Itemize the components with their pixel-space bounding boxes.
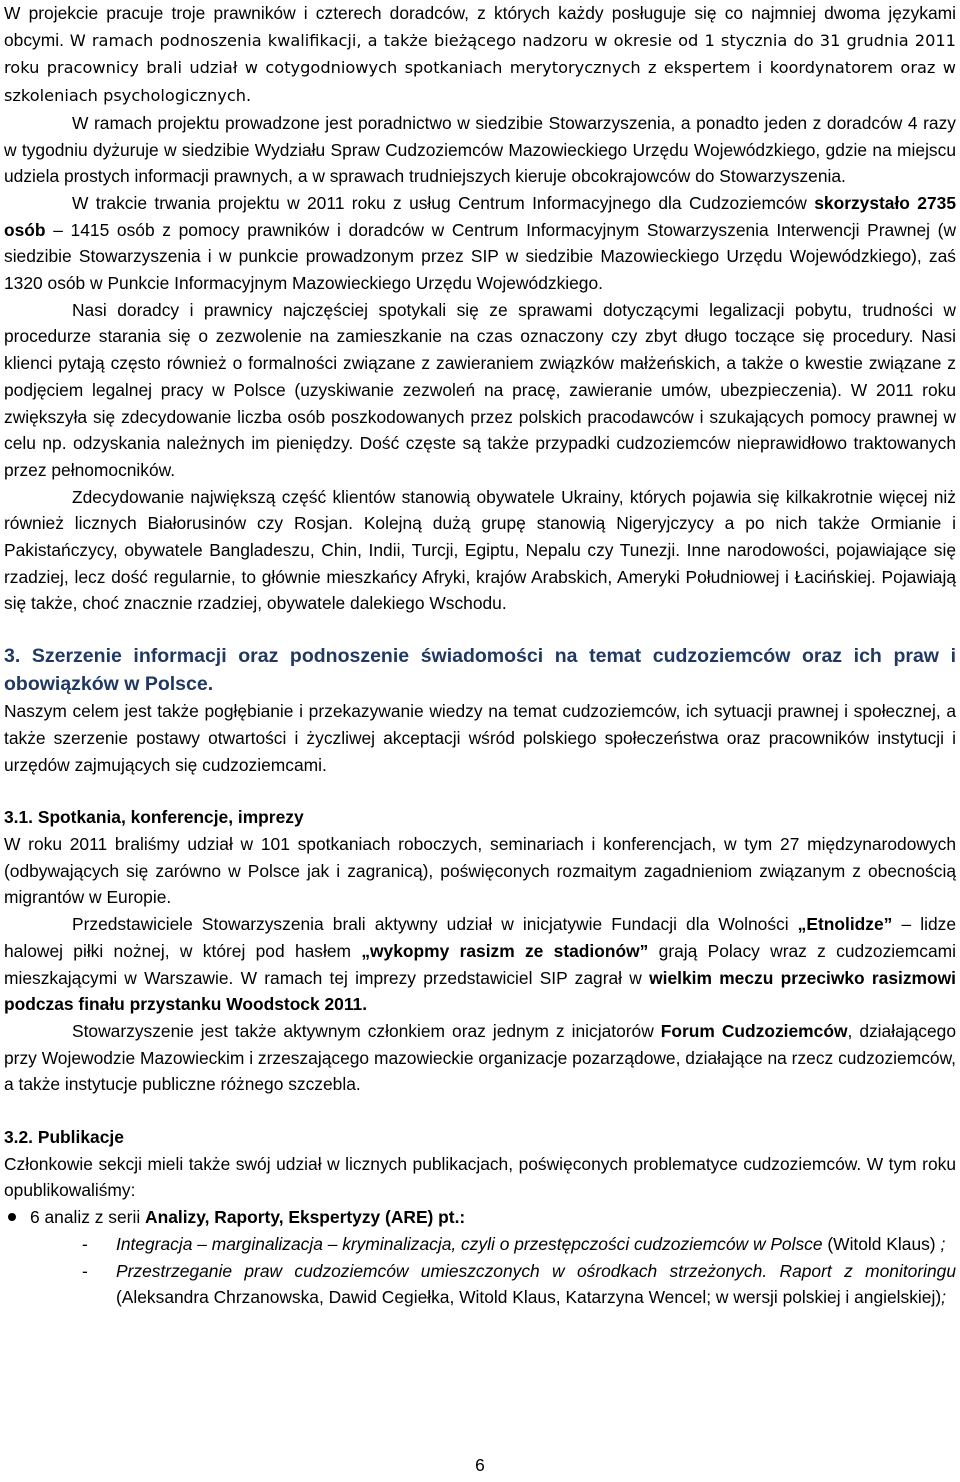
section-3-2-intro: Członkowie sekcji mieli także swój udział w licznych publikacjach, poświęconych problematyce cudzoziemców. W tym roku opublikowaliśmy: — [4, 1153, 956, 1201]
section-3-1-paragraph-1: W roku 2011 braliśmy udział w 101 spotkaniach roboczych, seminariach i konferencjach, w tym 27 międzynarodowych (odbywających się zarówno w Polsce jak i zagranicą), poświęconych rozmaitym zagadnieniom związanym z obecnością migrantów w Europie. — [4, 833, 956, 908]
paragraph-cases: Nasi doradcy i prawnicy najczęściej spotykali się ze sprawami dotyczącymi legalizacji pobytu, trudności w procedurze starania się o zezwolenie na zamieszkanie na czas oznaczony czy zbyt długo toczące się procedury. Nasi klienci pytają często również o formalności związane z zawieraniem związków małżeńskich, a także o kwestie związane z podjęciem legalnej pracy w Polsce (uzyskiwanie zezwoleń na pracę, zawieranie umów, ubezpieczenia). W 2011 roku zwiększyła się zdecydowanie liczba osób poszkodowanych przez polskich pracodawców i szukających pomocy prawnej w celu np. odzyskania należnych im pieniędzy. Dość częste są także przypadki cudzoziemców nieprawidłowo traktowanych przez pełnomocników. — [4, 299, 956, 480]
statistics-highlight: skorzystało 2735 osób — [4, 192, 956, 240]
bold-span: Forum Cudzoziemców — [660, 1020, 848, 1041]
dash-marker: - — [82, 1233, 88, 1254]
text-span: Stowarzyszenie jest także aktywnym członkiem oraz jednym z inicjatorów — [72, 1020, 661, 1041]
text-span: – lidze halowej piłki nożnej, w której pod hasłem — [4, 914, 956, 961]
bullet-icon — [8, 1213, 16, 1221]
section-3-1-paragraph-3 — [4, 1018, 956, 1098]
document-page — [4, 0, 956, 1311]
text-span: grają Polacy wraz z cudzoziemcami mieszkającymi w Warszawie. W ramach tej imprezy przedstawiciel SIP zagrał w — [4, 940, 957, 988]
publication-title: Integracja – marginalizacja – kryminalizacja, czyli o przestępczości cudzoziemców w Polsce — [116, 1233, 823, 1254]
publication-tail: ; — [941, 1287, 946, 1308]
publication-item — [4, 1258, 956, 1311]
text-span: , działającego przy Wojewodzie Mazowieckim i zrzeszającego mazowieckie organizacje pozarządowe, działające na rzecz cudzoziemców, a także instytucje publiczne różnego szczebla. — [4, 1020, 956, 1095]
section-3-heading: 3. Szerzenie informacji oraz podnoszenie świadomości na temat cudzoziemców oraz ich praw i obowiązków w Polsce. — [4, 645, 956, 695]
section-3-1-paragraph-2 — [4, 911, 956, 1018]
paragraph-nationalities: Zdecydowanie największą część klientów stanowią obywatele Ukrainy, których pojawia się kilkakrotnie więcej niż również licznych Białorusinów czy Rosjan. Kolejną dużą grupę stanowią Nigeryjczycy a po nich także Ormianie i Pakistańczycy, obywatele Bangladeszu, Chin, Indii, Turcji, Egiptu, Nepalu czy Tunezji. Inne narodowości, pojawiające się rzadziej, lecz dość regularnie, to głównie mieszkańcy Afryki, krajów Arabskich, Ameryki Południowej i Łacińskiej. Pojawiają się także, choć znacznie rzadziej, obywatele dalekiego Wschodu. — [4, 486, 956, 614]
paragraph-counseling: W ramach projektu prowadzone jest poradnictwo w siedzibie Stowarzyszenia, a ponadto jeden z doradców 4 razy w tygodniu dyżuruje w siedzibie Wydziału Spraw Cudzoziemców Mazowieckiego Urzędu Wojewódzkiego, gdzie na miejscu udziela prostych informacji prawnych, a w sprawach trudniejszych kieruje obcokrajowców do Stowarzyszenia. — [4, 112, 956, 187]
paragraph-staff — [4, 0, 956, 110]
publication-tail: ; — [935, 1233, 946, 1254]
paragraph-staff-part1: W projekcie pracuje troje prawników i czterech doradców, z których każdy posługuje się co najmniej dwoma językami obcymi. — [4, 3, 956, 50]
bullet-bold-text: Analizy, Raporty, Ekspertyzy (ARE) pt.: — [145, 1207, 466, 1228]
paragraph-statistics-text-2: – 1415 osób z pomocy prawników i doradców w Centrum Informacyjnym Stowarzyszenia Interwencji Prawnej (w siedzibie Stowarzyszenia i w punkcie prowadzonym przez SIP w siedzibie Mazowieckiego Urzędu Wojewódzkiego), zaś 1320 osób w Punkcie Informacyjnym Mazowieckiego Urzędu Wojewódzkiego. — [4, 219, 956, 294]
publication-authors: (Witold Klaus) — [822, 1233, 936, 1254]
paragraph-statistics — [4, 190, 956, 297]
publication-item — [4, 1231, 956, 1258]
bold-span: wielkim meczu przeciwko rasizmowi podczas finału przystanku Woodstock 2011. — [4, 967, 956, 1015]
dash-marker: - — [82, 1260, 88, 1281]
publications-bullet — [4, 1204, 956, 1231]
paragraph-statistics-text: W trakcie trwania projektu w 2011 roku z usług Centrum Informacyjnego dla Cudzoziemców — [72, 192, 815, 213]
publication-authors: (Aleksandra Chrzanowska, Dawid Cegiełka, Witold Klaus, Katarzyna Wencel; w wersji polskiej i angielskiej) — [116, 1287, 942, 1308]
section-3-2-heading: 3.2. Publikacje — [4, 1127, 124, 1148]
bullet-text: 6 analiz z serii — [30, 1207, 146, 1228]
text-span: Przedstawiciele Stowarzyszenia brali aktywny udział w inicjatywie Fundacji dla Wolności — [72, 914, 798, 935]
section-3-intro: Naszym celem jest także pogłębianie i przekazywanie wiedzy na temat cudzoziemców, ich sytuacji prawnej i społecznej, a także szerzenie postawy otwartości i życzliwej akceptacji wśród polskiego społeczeństwa oraz pracowników instytucji i urzędów zajmujących się cudzoziemcami. — [4, 701, 956, 775]
bold-span: „Etnolidze” — [797, 914, 893, 935]
section-3-1-heading: 3.1. Spotkania, konferencje, imprezy — [4, 807, 304, 828]
page-number: 6 — [475, 1455, 485, 1475]
paragraph-staff-part2: W ramach podnoszenia kwalifikacji, a także bieżącego nadzoru w okresie od 1 stycznia do 31 grudnia 2011 roku pracownicy brali udział w cotygodniowych spotkaniach merytorycznych z ekspertem i koordynatorem oraz w szkoleniach psychologicznych. — [4, 30, 956, 106]
bold-span: „wykopmy rasizm ze stadionów” — [361, 940, 649, 961]
publication-title: Przestrzeganie praw cudzoziemców umieszczonych w ośrodkach strzeżonych. Raport z monitoringu — [116, 1260, 956, 1281]
